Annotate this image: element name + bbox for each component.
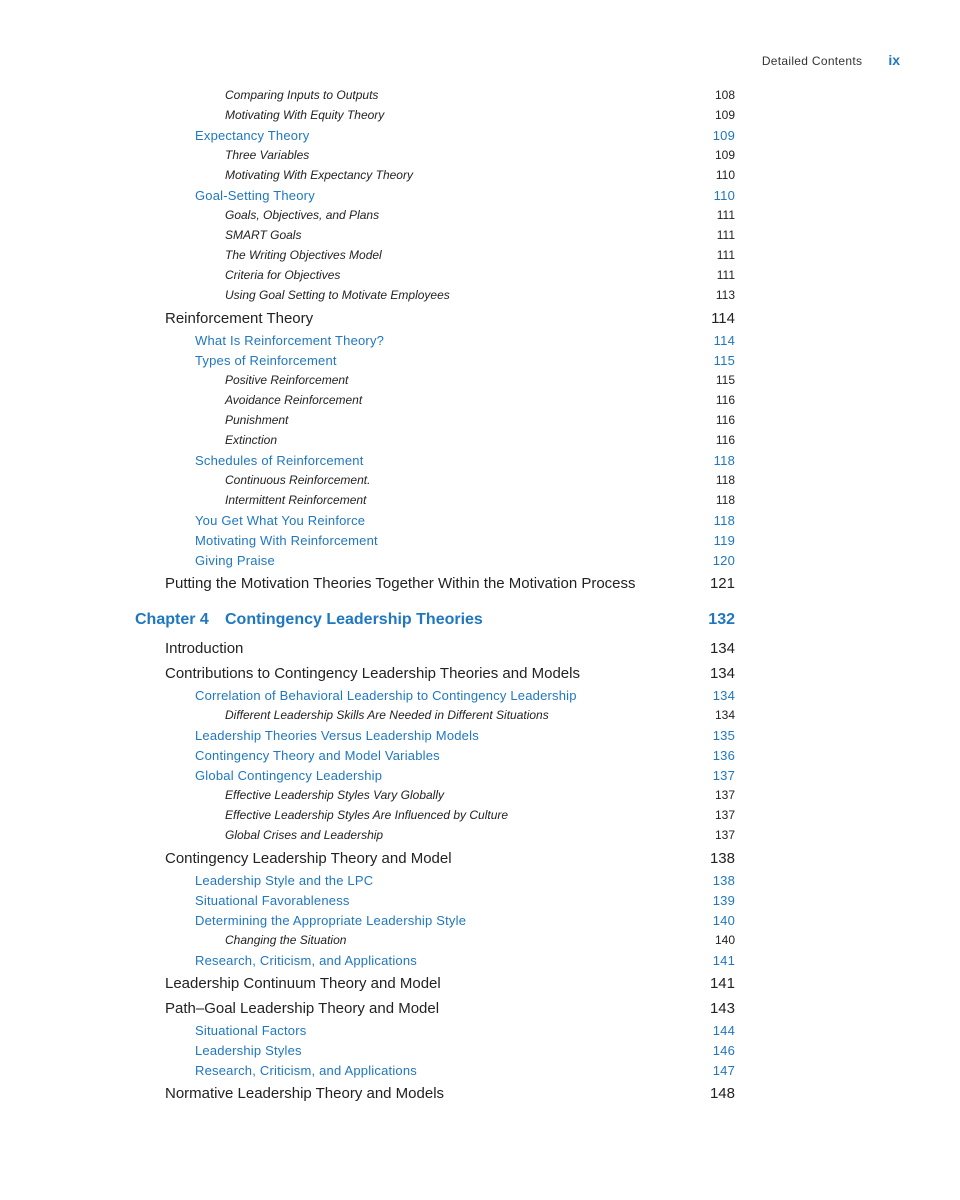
entry-title: Path–Goal Leadership Theory and Model [165,1000,440,1017]
entry-title: Motivating With Expectancy Theory [225,168,413,182]
entry-title: Introduction [165,640,244,657]
entry-page-number: 141 [709,975,735,992]
entry-page-number: 137 [714,828,735,842]
entry-page-number: 118 [713,453,735,468]
entry-page-number: 115 [715,373,735,387]
entry-title: Goals, Objectives, and Plans [225,208,380,222]
subsection-entry[interactable] [0,765,960,785]
entry-title: Normative Leadership Theory and Models [165,1085,445,1102]
entry-title: Leadership Styles [195,1043,302,1058]
entry-page-number: 118 [715,493,735,507]
subsection-entry[interactable] [0,350,960,370]
entry-title: Leadership Theories Versus Leadership Models [195,728,479,743]
entry-page-number: 118 [715,473,735,487]
entry-title: Research, Criticism, and Applications [195,1063,417,1078]
running-header [762,52,900,68]
subsubsection-entry [0,225,960,245]
entry-page-number: 115 [713,353,735,368]
subsection-entry[interactable] [0,510,960,530]
entry-page-number: 138 [712,873,735,888]
entry-title: Continuous Reinforcement. [225,473,371,487]
subsubsection-entry [0,165,960,185]
entry-title: Contributions to Contingency Leadership Theories and Models [165,665,580,682]
subsection-entry[interactable] [0,685,960,705]
entry-title: Leadership Style and the LPC [195,873,374,888]
table-of-contents [0,85,960,1105]
subsubsection-entry [0,145,960,165]
running-title: Detailed Contents [761,54,863,68]
entry-page-number: 132 [708,611,735,628]
entry-title: Three Variables [225,148,310,162]
entry-page-number: 138 [709,850,735,867]
subsubsection-entry [0,805,960,825]
section-entry [0,970,960,995]
entry-title: Motivating With Equity Theory [225,108,385,122]
section-entry [0,635,960,660]
entry-title: SMART Goals [225,228,302,242]
section-entry [0,570,960,595]
chapter-label: Chapter 4 [135,611,209,628]
entry-page-number: 143 [709,1000,735,1017]
entry-title: Determining the Appropriate Leadership Style [195,913,467,928]
subsubsection-entry [0,105,960,125]
entry-title: Leadership Continuum Theory and Model [165,975,441,992]
section-entry [0,1080,960,1105]
entry-page-number: 139 [712,893,735,908]
entry-title: Types of Reinforcement [195,353,337,368]
entry-title: Comparing Inputs to Outputs [225,88,379,102]
subsubsection-entry [0,930,960,950]
chapter-entry[interactable] [0,595,960,635]
entry-title: Using Goal Setting to Motivate Employees [225,288,450,302]
entry-page-number: 110 [713,188,735,203]
entry-title: Putting the Motivation Theories Together Within the Motivation Process [165,575,636,592]
subsubsection-entry [0,370,960,390]
subsubsection-entry [0,470,960,490]
entry-title: Correlation of Behavioral Leadership to Contingency Leadership [195,688,577,703]
entry-page-number: 116 [715,393,735,407]
subsection-entry[interactable] [0,550,960,570]
entry-page-number: 140 [714,933,735,947]
entry-page-number: 111 [716,248,735,262]
entry-page-number: 109 [712,128,735,143]
entry-title: Research, Criticism, and Applications [195,953,417,968]
page-number: ix [888,52,900,68]
entry-title: The Writing Objectives Model [225,248,382,262]
entry-page-number: 137 [714,788,735,802]
entry-page-number: 134 [714,708,735,722]
entry-title: Expectancy Theory [195,128,310,143]
subsection-entry[interactable] [0,745,960,765]
subsection-entry[interactable] [0,950,960,970]
entry-page-number: 111 [716,228,735,242]
entry-title: Changing the Situation [225,933,347,947]
entry-page-number: 147 [712,1063,735,1078]
entry-title: Reinforcement Theory [165,310,314,327]
entry-page-number: 134 [709,665,735,682]
entry-page-number: 108 [714,88,735,102]
subsubsection-entry [0,825,960,845]
subsection-entry[interactable] [0,1060,960,1080]
entry-page-number: 146 [712,1043,735,1058]
subsubsection-entry [0,705,960,725]
subsection-entry[interactable] [0,1020,960,1040]
subsubsection-entry [0,785,960,805]
entry-page-number: 109 [714,148,735,162]
subsubsection-entry [0,85,960,105]
entry-page-number: 120 [712,553,735,568]
subsubsection-entry [0,390,960,410]
entry-title: You Get What You Reinforce [195,513,366,528]
entry-title: Giving Praise [195,553,275,568]
entry-page-number: 118 [713,513,735,528]
entry-title [135,611,483,629]
subsubsection-entry [0,285,960,305]
subsection-entry[interactable] [0,530,960,550]
subsubsection-entry [0,205,960,225]
subsection-entry[interactable] [0,185,960,205]
entry-page-number: 148 [709,1085,735,1102]
section-entry [0,305,960,330]
subsection-entry[interactable] [0,450,960,470]
entry-title: Intermittent Reinforcement [225,493,367,507]
entry-page-number: 109 [714,108,735,122]
entry-title: Different Leadership Skills Are Needed in Different Situations [225,708,549,722]
section-entry [0,995,960,1020]
subsection-entry[interactable] [0,125,960,145]
entry-page-number: 140 [712,913,735,928]
entry-page-number: 137 [712,768,735,783]
entry-title: Extinction [225,433,278,447]
subsection-entry[interactable] [0,870,960,890]
entry-title: Avoidance Reinforcement [225,393,363,407]
entry-page-number: 134 [712,688,735,703]
entry-page-number: 116 [715,433,735,447]
entry-title: Goal-Setting Theory [195,188,315,203]
entry-page-number: 114 [713,333,735,348]
subsection-entry[interactable] [0,910,960,930]
entry-page-number: 136 [712,748,735,763]
entry-page-number: 113 [715,288,735,302]
entry-title: Punishment [225,413,289,427]
entry-page-number: 121 [709,575,735,592]
entry-page-number: 144 [712,1023,735,1038]
entry-title: Situational Favorableness [195,893,350,908]
subsubsection-entry [0,265,960,285]
entry-title: Motivating With Reinforcement [195,533,378,548]
subsection-entry[interactable] [0,330,960,350]
subsection-entry[interactable] [0,890,960,910]
entry-page-number: 111 [716,208,735,222]
subsubsection-entry [0,245,960,265]
entry-page-number: 114 [711,310,735,327]
chapter-title: Contingency Leadership Theories [225,611,483,628]
entry-title: Global Crises and Leadership [225,828,384,842]
entry-title: Effective Leadership Styles Vary Globally [225,788,444,802]
entry-page-number: 134 [709,640,735,657]
entry-title: Criteria for Objectives [225,268,341,282]
entry-title: Effective Leadership Styles Are Influenced by Culture [225,808,509,822]
entry-title: Global Contingency Leadership [195,768,383,783]
subsection-entry[interactable] [0,725,960,745]
entry-page-number: 110 [715,168,735,182]
entry-page-number: 119 [713,533,735,548]
entry-title: Schedules of Reinforcement [195,453,364,468]
entry-title: Contingency Theory and Model Variables [195,748,440,763]
entry-page-number: 116 [715,413,735,427]
section-entry [0,660,960,685]
entry-page-number: 137 [714,808,735,822]
entry-title: Contingency Leadership Theory and Model [165,850,452,867]
entry-title: Situational Factors [195,1023,307,1038]
subsubsection-entry [0,490,960,510]
entry-page-number: 111 [716,268,735,282]
entry-page-number: 135 [712,728,735,743]
entry-title: Positive Reinforcement [225,373,349,387]
subsubsection-entry [0,430,960,450]
subsection-entry[interactable] [0,1040,960,1060]
section-entry [0,845,960,870]
entry-title: What Is Reinforcement Theory? [195,333,385,348]
subsubsection-entry [0,410,960,430]
entry-page-number: 141 [712,953,735,968]
